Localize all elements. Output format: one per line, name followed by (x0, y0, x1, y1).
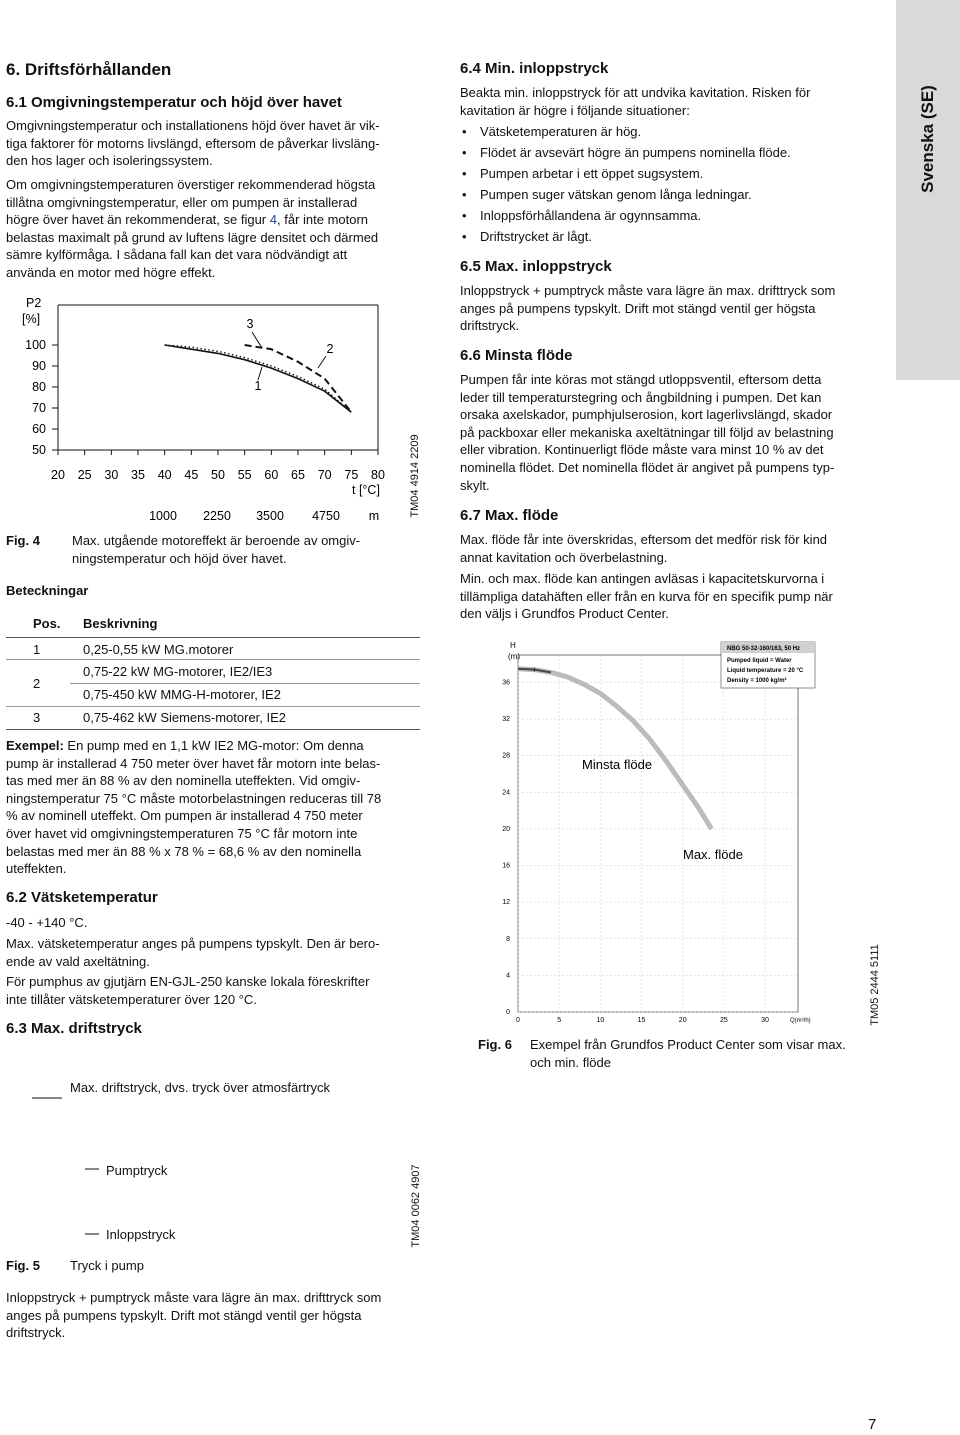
fig6-x-unit: Q(m³/h) (790, 1018, 811, 1024)
legend-row-2-pos: 2 (33, 676, 41, 691)
altitude-tick-label: 3500 (256, 509, 284, 523)
y-tick-label: 90 (32, 359, 46, 373)
fig6-y-tick-label: 8 (506, 935, 510, 943)
list-item: • Pumpen arbetar i ett öppet sugsystem. (460, 163, 890, 184)
legend-row-4-desc: 0,75-462 kW Siemens-motorer, IE2 (83, 710, 287, 725)
legend-row-3-desc: 0,75-450 kW MMG-H-motorer, IE2 (83, 687, 281, 702)
legend-row-1-pos: 1 (33, 642, 41, 657)
fig6-plot-frame (518, 655, 798, 1012)
fig6-y-tick-label: 36 (502, 679, 510, 687)
fig6-info-line: Density = 1000 kg/m³ (727, 678, 787, 684)
x-tick-label: 40 (157, 468, 172, 482)
altitude-tick-label: m (368, 509, 380, 523)
x-axis-unit: t [°C] (352, 483, 380, 497)
fig6-info-line: Liquid temperature = 20 °C (727, 668, 804, 674)
curve-label: 3 (246, 317, 254, 331)
x-tick-label: 45 (184, 468, 199, 482)
legend-rule-bottom (6, 729, 420, 730)
y-tick-label: 100 (25, 338, 46, 352)
figure-4-ref[interactable]: 4 (269, 212, 277, 228)
section-6-4-title: 6.4 Min. inloppstryck (460, 60, 609, 77)
figure-4-chart (0, 290, 440, 530)
section-6-1-title: 6.1 Omgivningstemperatur och höjd över havet (6, 94, 342, 111)
figure-4-label: Fig. 4 (6, 533, 40, 548)
altitude-tick-label: 4750 (312, 509, 340, 523)
curve-label-leader (318, 356, 326, 368)
legend-col-pos: Pos. (33, 616, 61, 631)
language-tab-label: Svenska (SE) (918, 85, 937, 193)
paragraph-6-1-a: Omgivningstemperatur och installationens höjd över havet är vik- tiga faktorer för motorns livslängd, eftersom de påverkar livsläng- den hos lager och isoleringssystem. (6, 118, 380, 169)
section-6-5-title: 6.5 Max. inloppstryck (460, 258, 612, 275)
fig6-y-tick-label: 28 (502, 752, 510, 760)
fig6-x-tick-label: 30 (761, 1017, 769, 1024)
figure-6-code: TM05 2444 5111 (869, 944, 881, 1026)
curve-label: 1 (254, 379, 262, 393)
fig6-y-tick-label: 20 (502, 825, 510, 833)
figure-6-label: Fig. 6 (478, 1037, 512, 1052)
section-6-7-title: 6.7 Max. flöde (460, 507, 559, 524)
fig6-y-tick-label: 12 (502, 899, 510, 907)
max-flow-label: Max. flöde (683, 847, 743, 862)
x-tick-label: 65 (291, 468, 305, 482)
y-tick-label: 50 (32, 443, 46, 457)
figure-4-caption: Max. utgående motoreffekt är beroende av omgiv- ningstemperatur och höjd över havet. (72, 533, 361, 566)
y-tick-label: 70 (32, 401, 46, 415)
y-tick-label: 80 (32, 380, 46, 394)
paragraph-6-2-b: För pumphus av gjutjärn EN-GJL-250 kanske lokala föreskrifter inte tillåter vätsketemperaturer över 120 °C. (6, 974, 370, 1007)
legend-rule (70, 683, 420, 684)
y-axis-unit: [%] (22, 312, 41, 326)
legend-row-2-desc: 0,75-22 kW MG-motorer, IE2/IE3 (83, 664, 273, 679)
paragraph-6-1-b: Om omgivningstemperaturen överstiger rekommenderad högsta tillåtna omgivningstemperatur, eller om pumpen är installerad högre över havet än rekommenderat, se figur 4, får inte motorn belastas maximalt på grund av luftens lägre densitet och därmed sämre kylförmåga. I sådana fall kan det vara nödvändigt att använda en motor med högre effekt. (6, 177, 379, 280)
x-tick-label: 50 (211, 468, 225, 482)
list-item: • Driftstrycket är lågt. (460, 226, 890, 247)
legend-rule (6, 706, 420, 707)
fig5-inlet-label: Inloppstryck (106, 1227, 176, 1242)
fig6-y-tick-label: 4 (506, 972, 510, 980)
y-axis-label: P2 (26, 296, 42, 310)
legend-row-1-desc: 0,25-0,55 kW MG.motorer (83, 642, 234, 657)
list-item: • Flödet är avsevärt högre än pumpens nominella flöde. (460, 142, 890, 163)
figure-6-chart (480, 635, 840, 1030)
fig6-y-tick-label: 0 (506, 1009, 510, 1016)
fig6-info-line: NBG 50-32-160/163, 50 Hz (727, 646, 801, 652)
section-6-3-title: 6.3 Max. driftstryck (6, 1020, 142, 1037)
section-6-2-title: 6.2 Vätsketemperatur (6, 889, 158, 906)
x-tick-label: 30 (104, 468, 119, 482)
paragraph-6-7-a: Max. flöde får inte överskridas, eftersom det medför risk för kind annat kavitation och överbelastning. (460, 532, 828, 565)
section-6-6-title: 6.6 Minsta flöde (460, 347, 573, 364)
figure-5-label: Fig. 5 (6, 1258, 40, 1273)
fig6-x-tick-label: 0 (516, 1017, 520, 1024)
x-tick-label: 75 (344, 468, 359, 482)
paragraph-6-4: Beakta min. inloppstryck för att undvika kavitation. Risken för kavitation är högre i följande situationer: (460, 85, 811, 118)
min-flow-label: Minsta flöde (582, 757, 653, 772)
cavitation-risk-list (460, 121, 890, 247)
liquid-temp-range: -40 - +140 °C. (6, 915, 88, 930)
paragraph-6-5: Inloppstryck + pumptryck måste vara lägre än max. drifttryck som anges på pumpens typskylt. Drift mot stängd ventil ger högsta driftstryck. (460, 283, 836, 334)
list-item: • Pumpen suger vätskan genom långa ledningar. (460, 184, 890, 205)
fig6-y-unit: (m) (508, 652, 520, 661)
legend-rule (6, 659, 420, 660)
paragraph-6-3: Inloppstryck + pumptryck måste vara lägre än max. drifttryck som anges på pumpens typskylt. Drift mot stängd ventil ger högsta driftstryck. (6, 1290, 382, 1341)
fig6-y-tick-label: 16 (502, 862, 510, 870)
x-tick-label: 80 (371, 468, 385, 482)
curve-label-leader (252, 332, 262, 348)
fig6-x-tick-label: 10 (596, 1017, 605, 1024)
fig6-y-tick-label: 24 (502, 789, 510, 797)
x-tick-label: 55 (237, 468, 252, 482)
legend-row-4-pos: 3 (33, 710, 41, 725)
legend-rule-top (6, 637, 420, 638)
figure-6-caption: Exempel från Grundfos Product Center som visar max. och min. flöde (530, 1037, 846, 1070)
figure-5-code: TM04 0062 4907 (410, 1164, 422, 1248)
legend-col-desc: Beskrivning (83, 616, 158, 631)
paragraph-6-6: Pumpen får inte köras mot stängd utloppsventil, eftersom detta leder till temperaturstegring och ångbildning i pumpen. Det kan orsaka axelskador, pumphjulserosion, kort lagerlivslängd, skador på packboxar eller mekaniska axeltätningar till följd av belastning eller vibration. Kontinuerligt flöde måste vara minst 10 % av det nominella flödet. Det nominella flödet är angivet på pumpens typ- skylt. (460, 372, 835, 493)
figure-4-code: TM04 4914 2209 (409, 434, 421, 518)
fig6-y-tick-label: 32 (502, 716, 510, 724)
y-tick-label: 60 (32, 422, 46, 436)
section-6-title: 6. Driftsförhållanden (6, 60, 172, 79)
altitude-tick-label: 1000 (149, 509, 177, 523)
paragraph-6-2-a: Max. vätsketemperatur anges på pumpens typskylt. Den är bero- ende av vald axeltätning. (6, 936, 380, 969)
fig6-x-tick-label: 5 (557, 1017, 562, 1024)
altitude-tick-label: 2250 (203, 509, 231, 523)
fig6-y-label: H (510, 641, 516, 650)
x-tick-label: 70 (317, 468, 332, 482)
fig6-x-tick-label: 25 (719, 1017, 728, 1024)
curve-label: 2 (326, 342, 334, 356)
fig6-x-tick-label: 20 (678, 1017, 687, 1024)
list-item: • Vätsketemperaturen är hög. (460, 121, 890, 142)
figure-5-caption: Tryck i pump (70, 1258, 144, 1273)
fig5-max-label: Max. driftstryck, dvs. tryck över atmosfärtryck (70, 1080, 331, 1095)
fig6-x-tick-label: 15 (637, 1017, 646, 1024)
x-tick-label: 35 (131, 468, 145, 482)
x-tick-label: 60 (264, 468, 279, 482)
x-tick-label: 20 (51, 468, 65, 482)
x-tick-label: 25 (77, 468, 92, 482)
page-number: 7 (868, 1416, 877, 1433)
list-item: • Inloppsförhållandena är ogynnsamma. (460, 205, 890, 226)
example-paragraph: Exempel: En pump med en 1,1 kW IE2 MG-motor: Om denna pump är installerad 4 750 meter över havet får motorn inte belas- tas med mer än 88 % av den nominella uteffekten. Vid omgiv- ningstemperatur 75 °C måste motorbelastningen reduceras till 78 % av nominell uteffekt. Om pumpen är installerad 4 750 meter över havet vid omgivningstemperaturen 75 °C får motorn inte belastas med mer än 88 % x 78 % = 68,6 % av den nominella uteffekten. (6, 738, 382, 877)
paragraph-6-7-b: Min. och max. flöde kan antingen avläsas i kapacitetskurvorna i tillämpliga datahäften eller från en kurva för en specifik pump när den väljs i Grundfos Product Center. (460, 571, 833, 622)
legend-title: Beteckningar (6, 583, 89, 598)
fig6-info-line: Pumped liquid = Water (727, 658, 792, 664)
fig5-pump-label: Pumptryck (106, 1163, 168, 1178)
